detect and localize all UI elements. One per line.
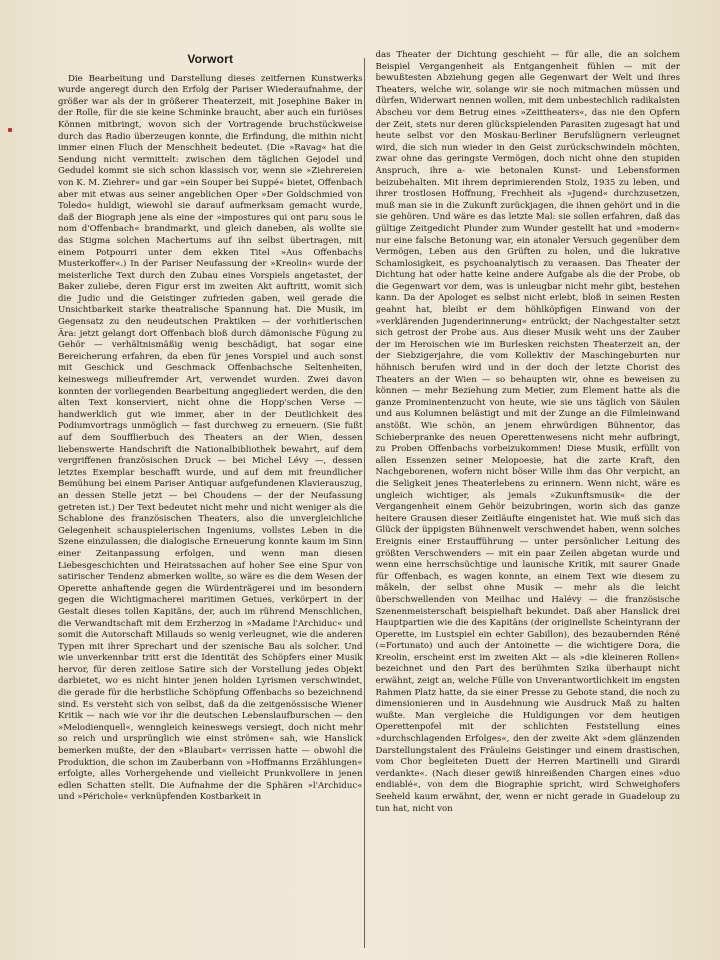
page-title: Vorwort [187, 52, 234, 66]
left-column [58, 50, 363, 950]
margin-mark [8, 128, 12, 132]
text-columns [58, 50, 680, 950]
right-column [376, 50, 681, 950]
column-divider [364, 58, 365, 948]
left-column-text: Die Bearbeitung und Darstellung dieses zeitfernen Kunstwerks wurde angeregt durch den Erfolg der Pariser Wiederaufnahme, der größer war als der in größerer Theaterzeit, mit Josephine Baker in der Rolle, für die sie keine Schminke braucht, aber auch ein furiöses Können mitbringt, wovon sich der Vortragende bruchstückweise durch das Radio überzeugen konnte, die Erfindung, die mithin nicht immer einen Fluch der Menschheit bedeutet. (Die »Ravag« hat die Sendung nicht vermittelt: zwischen dem täglichen Gejodel und Gedudel kommt sie sich schon klassisch vor, wenn sie »Ziehrereien von K. M. Ziehrer« und gar »ein Souper bei Suppé« bietet, Offenbach aber mit etwas aus seiner angeblichen Oper »Der Goldschmied von Toledo« huldigt, wiewohl sie darauf aufmerksam gemacht wurde, daß der Biograph jene als eine der »impostures qui ont paru sous le nom d'Offenbach« brandmarkt, und gleich daneben, als wollte sie das Stigma solchen Machertums auf ihn selbst übertragen, mit einem Potpourri unter dem ekken Titel »Aus Offenbachs Musterkoffer«.) In der Pariser Neufassung der »Kreolin« wurde der meisterliche Text durch den Zubau eines Vorspiels angetastet, der Baker zuliebe, deren Figur erst im zweiten Akt auftritt, womit sich die Judic und die Geistinger zufrieden gaben, weil gerade die Unsichtbarkeit starke theatralische Spannung hat. Die Musik, im Gegensatz zu den neudeutschen Praktiken — der vorhitlerischen Ära: jetzt gelangt dort Offenbach bloß durch dämonische Fügung zu Gehör — verhältnismäßig wenig beschädigt, hat sogar eine Bereicherung erfahren, da eben für jenes Vorspiel und auch sonst mit Geschick und Geschmack Offenbachsche Seltenheiten, keineswegs milieufremder Art, verwendet wurden. Zwei davon konnten der vorliegenden Bearbeitung angegliedert werden, die den alten Text konserviert, nicht ohne die Hopp'schen Verse — handwerklich gut wie immer, aber in der Deutlichkeit des Podiumvortrags unmöglich — fast durchweg zu erneuern. (Sie fußt auf dem Soufflierbuch des Theaters an der Wien, dessen liebenswerte Handschrift die Nationalbibliothek bewahrt, auf dem vergriffenen französischen Druck — bei Michel Lévy —, dessen letztes Exemplar beschafft wurde, und auf dem mit freundlicher Bemühung bei einem Pariser Antiquar aufgefundenen Klavierauszug, an dessen Stelle jetzt — bei Choudens — der der Neufassung getreten ist.) Der Text bedeutet nicht mehr und nicht weniger als die Schablone des französischen Theaters, also die unvergleichliche Gelegenheit schauspielerischen Ingeniums, vollstes Leben in die Szene einzulassen; die dialogische Erneuerung konnte kaum im Sinn einer Zeitanpassung erfolgen, und wenn man diesen Liebesgeschichten und Heiratssachen auf hoher See eine Spur von satirischer Tendenz abmerken wollte, so wäre es die dem Wesen der Operette anhaftende gegen die Würdenträgerei und im besondern gegen die Wichtigmacherei maritimen Getues, verkörpert in der Gestalt dieses tollen Kapitäns, der, auch im rührend Menschlichen, die Verwandtschaft mit dem Erzherzog in »Madame l'Archiduc« und somit die Autorschaft Millauds so wenig verleugnet, wie die anderen Typen mit ihrer Sprechart und der szenische Bau als solcher. Und wie unverkennbar tritt erst die Identität des Schöpfers einer Musik hervor, für deren zeitlose Satire sich der Vorstellung jedes Objekt darbietet, wo es nicht hinter jenen holden Lyrismen verschwindet, die gerade für die herbstliche Schöpfung Offenbachs so bezeichnend sind. Es versteht sich von selbst, daß da die zeitgenössische Wiener Kritik — nach wie vor ihr die deutschen Lebenslaufburschen — den »Melodienquell«, wenngleich keineswegs versiegt, doch nicht mehr so reich und ursprünglich wie einst strömen« sah, wie Hanslick bemerken mußte, der den »Blaubart« verrissen hatte — obwohl die Produktion, die schon im Zauberbann von »Hoffmanns Erzählungen« erfolgte, alles Vorhergehende und vielleicht Prunkvollere in jenen edlen Schatten stellt. Die Aufnahme der die Sphären »l'Archiduc« und »Périchole« verknüpfenden Kostbarkeit in [58, 73, 363, 803]
right-column-text: das Theater der Dichtung geschieht — für alle, die an solchem Beispiel Vergangenheit als Entgangenheit fühlen — mit der bewußtesten Abziehung gegen alle Gegenwart der Welt und ihres Theaters, welche wir, solange wir sie noch mitmachen müssen und dürfen, Widerwart nennen wollen, mit dem unbestechlich radikalsten Abscheu vor dem Betrug eines »Zeittheaters«, das nie den Opfern der Zeit, stets nur deren glückspielenden Parasiten zugesagt hat und heute selbst vor den Moskau-Berliner Berufslügnern verleugnet wird, die sich nun wieder in den Geist zurückschwindeln möchten, zwar ohne das geringste Vermögen, doch nicht ohne den stupiden Anspruch, ihre a- wie betonalen Kunst- und Lebensformen beizubehalten. Mit ihrem deprimierenden Stolz, 1935 zu leben, und ihrer trostlosen Hoffnung, Frechheit als »Jugend« durchzusetzen, muß man sie in die Zukunft zurückjagen, die ihnen gehört und in die sie gehören. Und wäre es das letzte Mal: sie sollen erfahren, daß das gültige Zeitgedicht Plunder zum Wunder gestellt hat und »modern« nur eine falsche Betonung war, ein atonaler Versuch gegenüber dem Vermögen, Leben aus den Grüften zu holen, und die lukrative Schamlosigkeit, es psychoanalytisch zu veraasen. Das Theater der Dichtung hat oder hatte keine andere Aufgabe als die der Probe, ob die Gegenwart vor dem, was is unleugbar nicht mehr gibt, bestehen kann. Da der Apologet es selbst nicht erlebt, bloß in seinen Resten geahnt hat, bleibt er dem höhlköpfigen Einwand von der »verklärenden Jugenderinnerung« entrückt; der Nachgestalter setzt sich getrost der Probe aus. Aus dieser Musik weht uns der Zauber der im Heroischen wie im Burlesken reichsten Theaterzeit an, der der Siebzigerjahre, die vom Kollektiv der Maschingeburten nur höhnisch berufen wird und in der doch der letzte Chorist des Theaters an der Wien — so behaupten wir, ohne es beweisen zu können — mehr Beziehung zum Metier, zum Element hatte als die ganze Prominentenzucht von heute, wie sie uns täglich von Säulen und aus Kolumnen belästigt und mit der Zunge an die Filmleinwand anstößt. Wie schön, an jenem ehrwürdigen Bühnentor, das Schieberpranke des neuen Operettenwesens nicht mehr aufbringt, zu Proben Offenbachs vorbeizukommen! Diese Musik, erfüllt von allen Essenzen seiner Melopoesie, hat die zarte Kraft, den Nachgeborenen, wofern nicht böser Wille ihm das Ohr verpicht, an die Seligkeit jenes Theaterlebens zu erinnern. Wenn nicht, wäre es ungleich wichtiger, als jemals »Zukunftsmusik« die der Vergangenheit einem Gehör beizubringen, worin sich das ganze heitere Grausen dieser Zeitläufte eingenistet hat. Wie muß sich das Glück der üppigsten Bühnenwelt verschwendet haben, wenn solches Ereignis einer Erstaufführung — unter persönlicher Leitung des größten Verschwenders — mit ein paar Zeilen abgetan wurde und wenn eine herrschsüchtige und launische Kritik, mit saurer Gnade für Offenbach, es wagen konnte, an einem Text wie diesem zu mäkeln, der selbst ohne Musik — mehr als die leicht überschwellenden von Meilhac und Halévy — die französische Szenenmeisterschaft beispielhaft bekundet. Daß aber Hanslick drei Hauptpartien wie die des Kapitäns (der originellste Scheintyrann der Operette, im Lustspiel ein echter Gabillon), des bezaubernden Réné (=Fortunato) und auch der Antoinette — die wichtigere Dora, die Kreolin, erscheint erst im zweiten Akt — als »die kleineren Rollen« bezeichnet und den Part des berühmten Szika überhaupt nicht erwähnt, zeigt an, welche Fülle von Unverantwortlichkeit im engsten Rahmen Platz hatte, da sie einer Presse zu Gebote stand, die noch zu dimensionieren und in Ausdehnung wie Ausdruck Maß zu halten wußte. Man vergleiche die Huldigungen vor dem heutigen Operettenpofel mit der schlichten Feststellung eines »durchschlagenden Erfolges«, den der zweite Akt »dem glänzenden Darstellungstalent des Fräuleins Geistinger und einem drastischen, vom Chor begleiteten Duett der Herren Martinelli und Girardi verdankte«. (Nach dieser gewiß hinreißenden Chargen eines »duo endiablé«, von dem die Biographie spricht, wird Schweighofers Seeheld kaum erwähnt, der, wenn er nicht gerade in Guadeloup zu tun hat, nicht von [375, 50, 680, 814]
